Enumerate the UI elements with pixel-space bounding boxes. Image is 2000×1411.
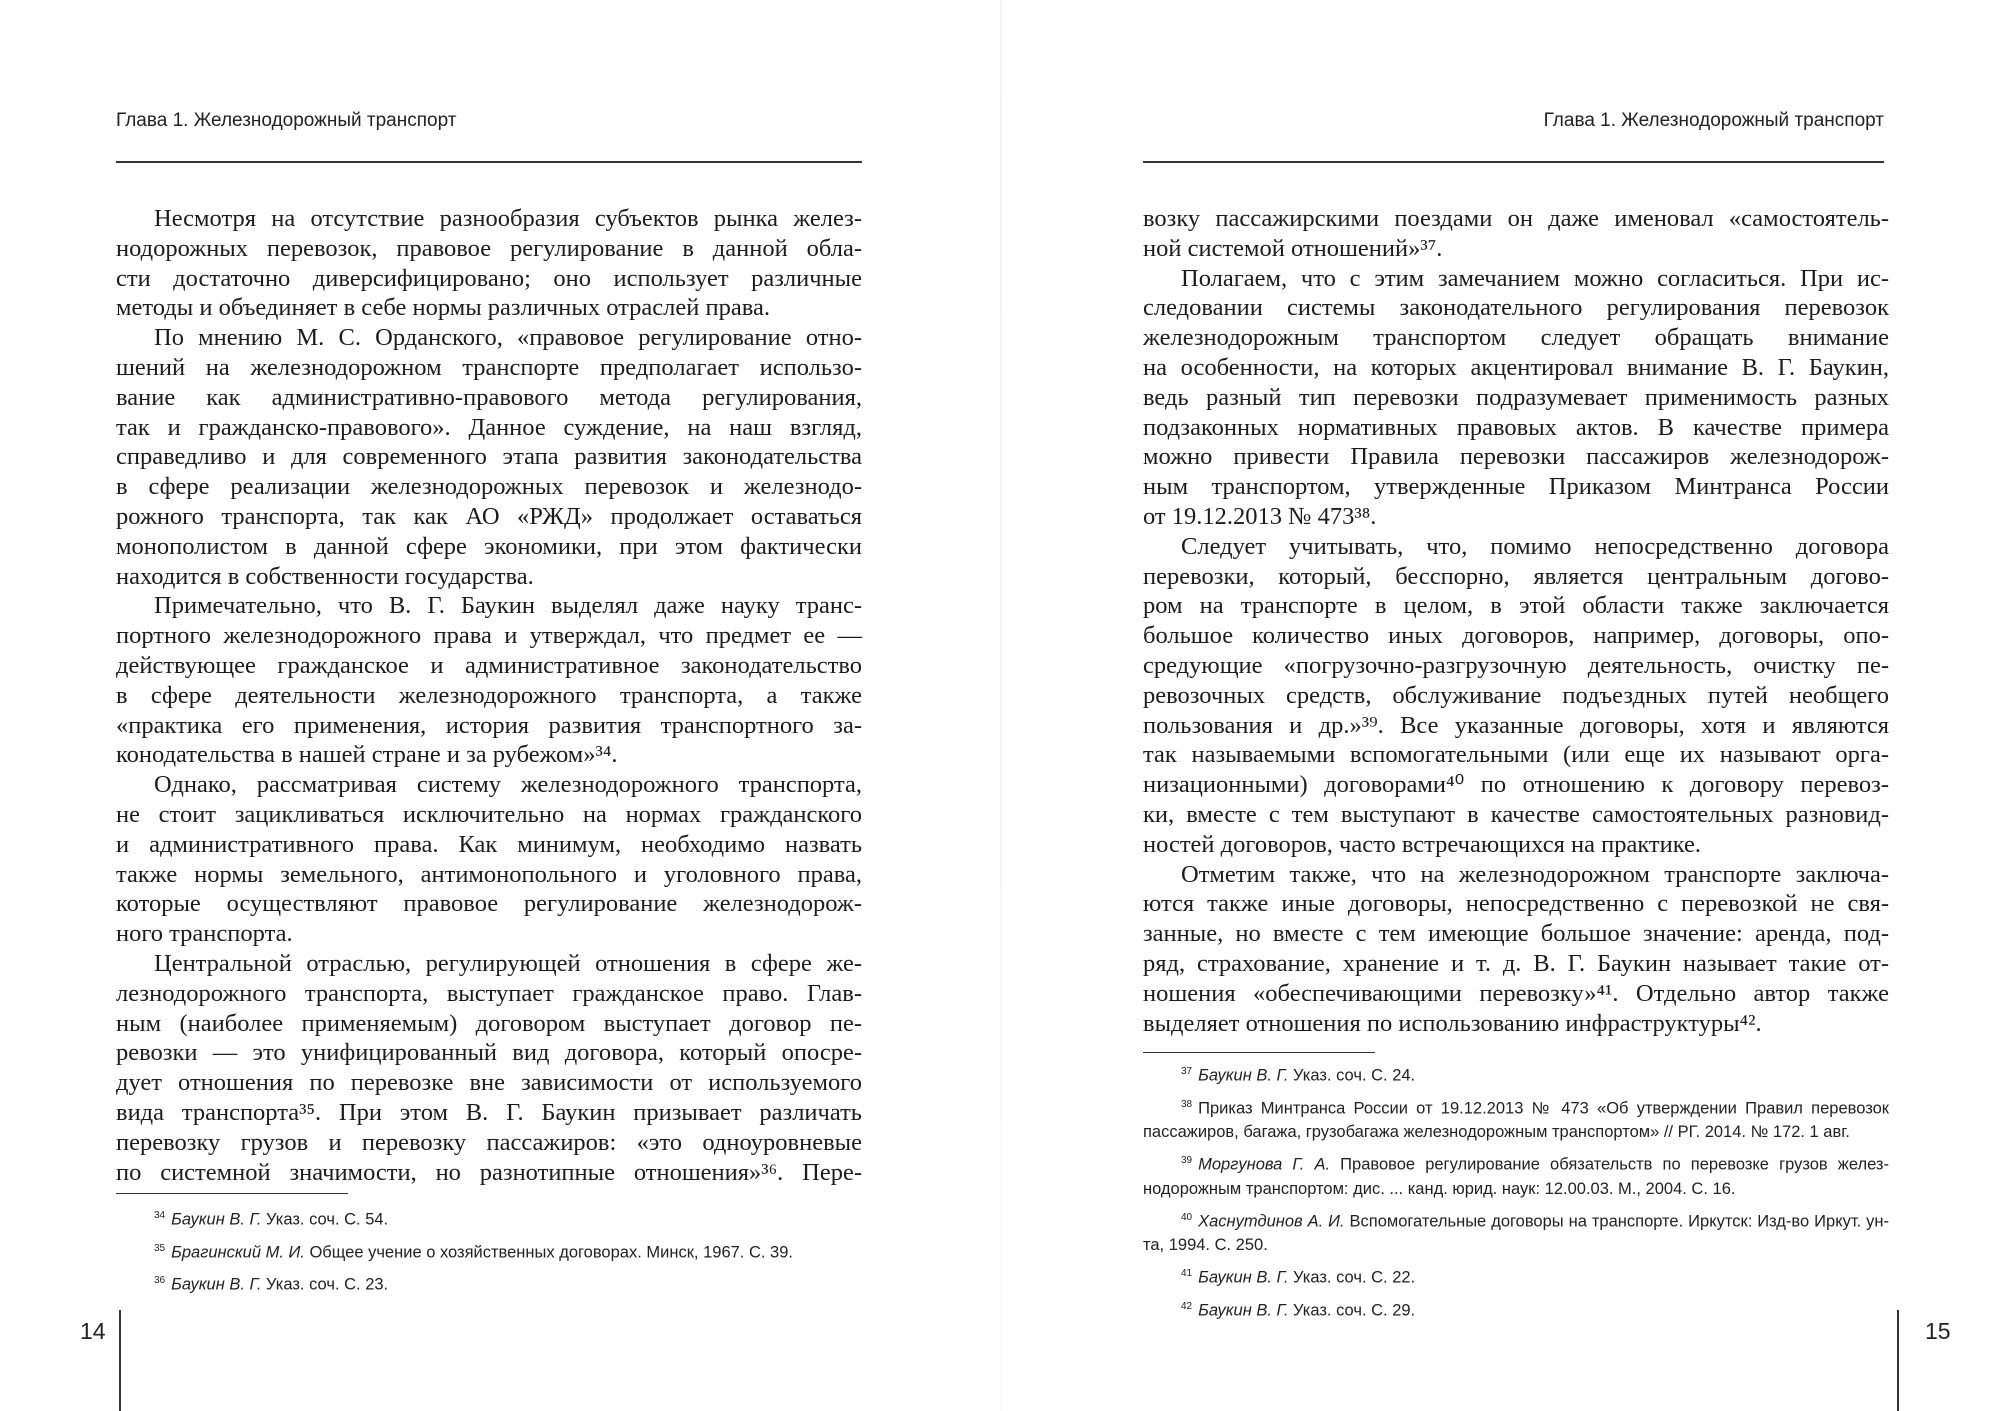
text-line: также нормы земельного, антимонопольного и уголовного права,: [116, 860, 862, 888]
footnote: [1143, 1149, 1889, 1201]
text-line: дует отношения по перевозке вне зависимости от используемого: [116, 1069, 862, 1097]
text-line: так и гражданско-правового». Данное суждение, на наш взгляд,: [116, 413, 862, 441]
footnote-text: Указ. соч. С. 22.: [1288, 1268, 1416, 1287]
paragraph: [1143, 264, 1889, 532]
text-line: шений на железнодорожном транспорте предполагает использо-: [116, 353, 862, 381]
footnote-number: 35: [154, 1242, 166, 1254]
text-line: занные, но вместе с тем имеющие большое значение: аренда, под-: [1143, 920, 1889, 948]
text-line: «практика его применения, история развития транспортного за-: [116, 711, 862, 739]
text-line: монополистом в данной сфере экономики, при этом фактически: [116, 532, 862, 560]
footnote: [1143, 1206, 1889, 1258]
text-line: Несмотря на отсутствие разнообразия субъектов рынка желез-: [154, 205, 862, 232]
footnote: [1143, 1295, 1889, 1323]
text-line: железнодорожным транспортом следует обращать внимание: [1143, 324, 1889, 352]
text-line: не стоит зацикливаться исключительно на нормах гражданского: [116, 800, 862, 828]
footnote-rule: [1143, 1052, 1375, 1053]
text-line: ной системой отношений»³⁷.: [1143, 234, 1443, 262]
text-line: действующее гражданское и административное законодательство: [116, 651, 862, 679]
text-line: Центральной отраслью, регулирующей отношения в сфере же-: [154, 949, 862, 977]
text-line: вида транспорта³⁵. При этом В. Г. Баукин призывает различать: [116, 1098, 862, 1126]
footnote-author: Баукин В. Г.: [1198, 1066, 1289, 1085]
text-line: Примечательно, что В. Г. Баукин выделял даже науку транс-: [154, 592, 862, 620]
footnote-author: Баукин В. Г.: [171, 1210, 262, 1229]
text-line: лезнодорожного транспорта, выступает гражданское право. Глав-: [116, 979, 862, 1007]
text-line: рожного транспорта, так как АО «РЖД» продолжает оставаться: [116, 502, 862, 530]
text-line: большое количество иных договоров, например, договоры, опо-: [1143, 622, 1889, 650]
text-line: можно привести Правила перевозки пассажиров железнодорож-: [1143, 443, 1889, 471]
footnote-text: Приказ Минтранса России от 19.12.2013 № 473 «Об утверждении Правил перевозок пассажиров, багажа, грузобагажа железнодорожным транспортом» // РГ. 2014. № 172. 1 авг.: [1143, 1099, 1889, 1141]
text-line: Следует учитывать, что, помимо непосредственно договора: [1181, 532, 1889, 560]
footnote: [1143, 1262, 1889, 1290]
footnote: [116, 1237, 862, 1265]
text-line: ным транспортом, утвержденные Приказом Минтранса России: [1143, 473, 1889, 501]
page-number-rule: [119, 1310, 121, 1411]
text-line: вание как административно-правового метода регулирования,: [116, 383, 862, 411]
text-line: методы и объединяет в себе нормы различных отраслей права.: [116, 294, 770, 322]
text-line: ряд, страхование, хранение и т. д. В. Г. Баукин называет такие от-: [1143, 949, 1889, 977]
footnote-number: 42: [1181, 1300, 1193, 1312]
text-line: возку пассажирскими поездами он даже именовал «самостоятель-: [1143, 205, 1889, 232]
text-line: от 19.12.2013 № 473³⁸.: [1143, 502, 1377, 530]
footnote-number: 37: [1181, 1066, 1193, 1077]
text-line: на особенности, на которых акцентировал внимание В. Г. Баукин,: [1143, 353, 1889, 381]
footnote-author: Баукин В. Г.: [1198, 1301, 1289, 1319]
paragraph: [1143, 204, 1889, 264]
text-line: нодорожных перевозок, правовое регулирование в данной обла-: [116, 234, 862, 262]
text-line: По мнению М. С. Орданского, «правовое регулирование отно-: [154, 324, 862, 352]
footnote-author: Хаснутдинов А. И.: [1198, 1212, 1345, 1230]
header-rule: [1143, 161, 1884, 163]
text-line: по системной значимости, но разнотипные отношения»³⁶. Пере-: [116, 1158, 862, 1186]
book-gutter: [1000, 0, 1002, 1411]
text-line: ного транспорта.: [116, 920, 293, 948]
footnote-author: Баукин В. Г.: [1198, 1268, 1289, 1287]
text-line: перевозку грузов и перевозку пассажиров: «это одноуровневые: [116, 1128, 862, 1156]
text-line: ются также иные договоры, непосредственно с перевозкой не свя-: [1143, 890, 1889, 918]
body-text: [1143, 204, 1889, 1038]
text-line: ревозки — это унифицированный вид договора, который опосре-: [116, 1039, 862, 1067]
text-line: справедливо и для современного этапа развития законодательства: [116, 443, 862, 471]
paragraph: [116, 204, 862, 323]
footnote-text: Указ. соч. С. 23.: [261, 1275, 389, 1294]
text-line: конодательства в нашей стране и за рубежом»³⁴.: [116, 741, 618, 769]
footnote-author: Баукин В. Г.: [171, 1275, 262, 1294]
footnote-text: Указ. соч. С. 29.: [1288, 1301, 1416, 1319]
text-line: находится в собственности государства.: [116, 562, 534, 590]
footnotes: [1143, 1060, 1889, 1327]
text-line: Однако, рассматривая систему железнодорожного транспорта,: [154, 771, 862, 799]
footnote-rule: [116, 1193, 348, 1194]
page-number: 15: [1925, 1318, 1951, 1344]
text-line: Отметим также, что на железнодорожном транспорте заключа-: [1181, 860, 1889, 888]
text-line: которые осуществляют правовое регулирование железнодорож-: [116, 890, 862, 918]
text-line: так называемыми вспомогательными (или еще их называют орга-: [1143, 741, 1889, 769]
footnote-number: 39: [1181, 1155, 1193, 1166]
footnote: [1143, 1060, 1889, 1088]
footnote-text: Правовое регулирование обязательств по перевозке грузов железнодорожным транспортом: дис. ... канд. юрид. наук: 12.00.03. М., 2004. С. 16.: [1143, 1155, 1889, 1198]
body-text: [116, 204, 862, 1187]
footnote-number: 34: [154, 1210, 166, 1221]
text-line: и административного права. Как минимум, необходимо назвать: [116, 830, 862, 858]
footnote-text: Указ. соч. С. 24.: [1288, 1066, 1416, 1085]
text-line: выделяет отношения по использованию инфраструктуры⁴².: [1143, 1009, 1762, 1037]
text-line: ведь разный тип перевозки подразумевает применимость разных: [1143, 383, 1889, 411]
text-line: средующие «погрузочно-разгрузочную деятельность, очистку пе-: [1143, 651, 1889, 679]
footnote-text: Вспомогательные договоры на транспорте. Иркутск: Изд-во Иркут. ун-та, 1994. С. 250.: [1143, 1212, 1889, 1254]
header-rule: [116, 161, 862, 163]
footnote-number: 36: [154, 1275, 166, 1286]
text-line: Полагаем, что с этим замечанием можно согласиться. При ис-: [1181, 264, 1889, 292]
footnote-author: Моргунова Г. А.: [1198, 1155, 1331, 1174]
paragraph: [116, 770, 862, 949]
paragraph: [116, 591, 862, 770]
footnote-author: Брагинский М. И.: [171, 1243, 305, 1261]
text-line: ки, вместе с тем выступают в качестве самостоятельных разновид-: [1143, 800, 1889, 828]
text-line: перевозки, который, бесспорно, является центральным догово-: [1143, 562, 1889, 590]
text-line: ром на транспорте в целом, в этой области также заключается: [1143, 592, 1889, 620]
paragraph: [1143, 860, 1889, 1039]
text-line: сти достаточно диверсифицировано; оно использует различные: [116, 264, 862, 292]
running-header: Глава 1. Железнодорожный транспорт: [116, 110, 457, 131]
paragraph: [1143, 532, 1889, 860]
footnote-number: 40: [1181, 1211, 1193, 1223]
footnote-number: 41: [1181, 1268, 1193, 1279]
running-header: Глава 1. Железнодорожный транспорт: [1543, 110, 1884, 131]
text-line: в сфере реализации железнодорожных перевозок и железнодо-: [116, 473, 862, 501]
text-line: ревозочных средств, обслуживание подъездных путей необщего: [1143, 681, 1889, 709]
paragraph: [116, 323, 862, 591]
footnote: [1143, 1093, 1889, 1145]
text-line: ным (наиболее применяемым) договором выступает договор пе-: [116, 1009, 862, 1037]
text-line: портного железнодорожного права и утверждал, что предмет ее —: [116, 622, 862, 650]
page-number-rule: [1897, 1310, 1899, 1411]
page-number: 14: [80, 1318, 106, 1344]
text-line: низационными) договорами⁴⁰ по отношению к договору перевоз-: [1143, 771, 1889, 799]
footnote: [116, 1204, 862, 1232]
footnotes: [116, 1204, 862, 1302]
text-line: ношения «обеспечивающими перевозку»⁴¹. Отдельно автор также: [1143, 979, 1889, 1007]
text-line: следовании системы законодательного регулирования перевозок: [1143, 294, 1889, 322]
text-line: подзаконных нормативных правовых актов. В качестве примера: [1143, 413, 1889, 441]
text-line: пользования и др.»³⁹. Все указанные договоры, хотя и являются: [1143, 711, 1889, 739]
text-line: ностей договоров, часто встречающихся на практике.: [1143, 830, 1702, 858]
paragraph: [116, 949, 862, 1187]
footnote-text: Общее учение о хозяйственных договорах. Минск, 1967. С. 39.: [304, 1243, 793, 1261]
text-line: в сфере деятельности железнодорожного транспорта, а также: [116, 681, 862, 709]
footnote-number: 38: [1181, 1098, 1193, 1110]
footnote: [116, 1269, 862, 1297]
footnote-text: Указ. соч. С. 54.: [261, 1210, 389, 1229]
